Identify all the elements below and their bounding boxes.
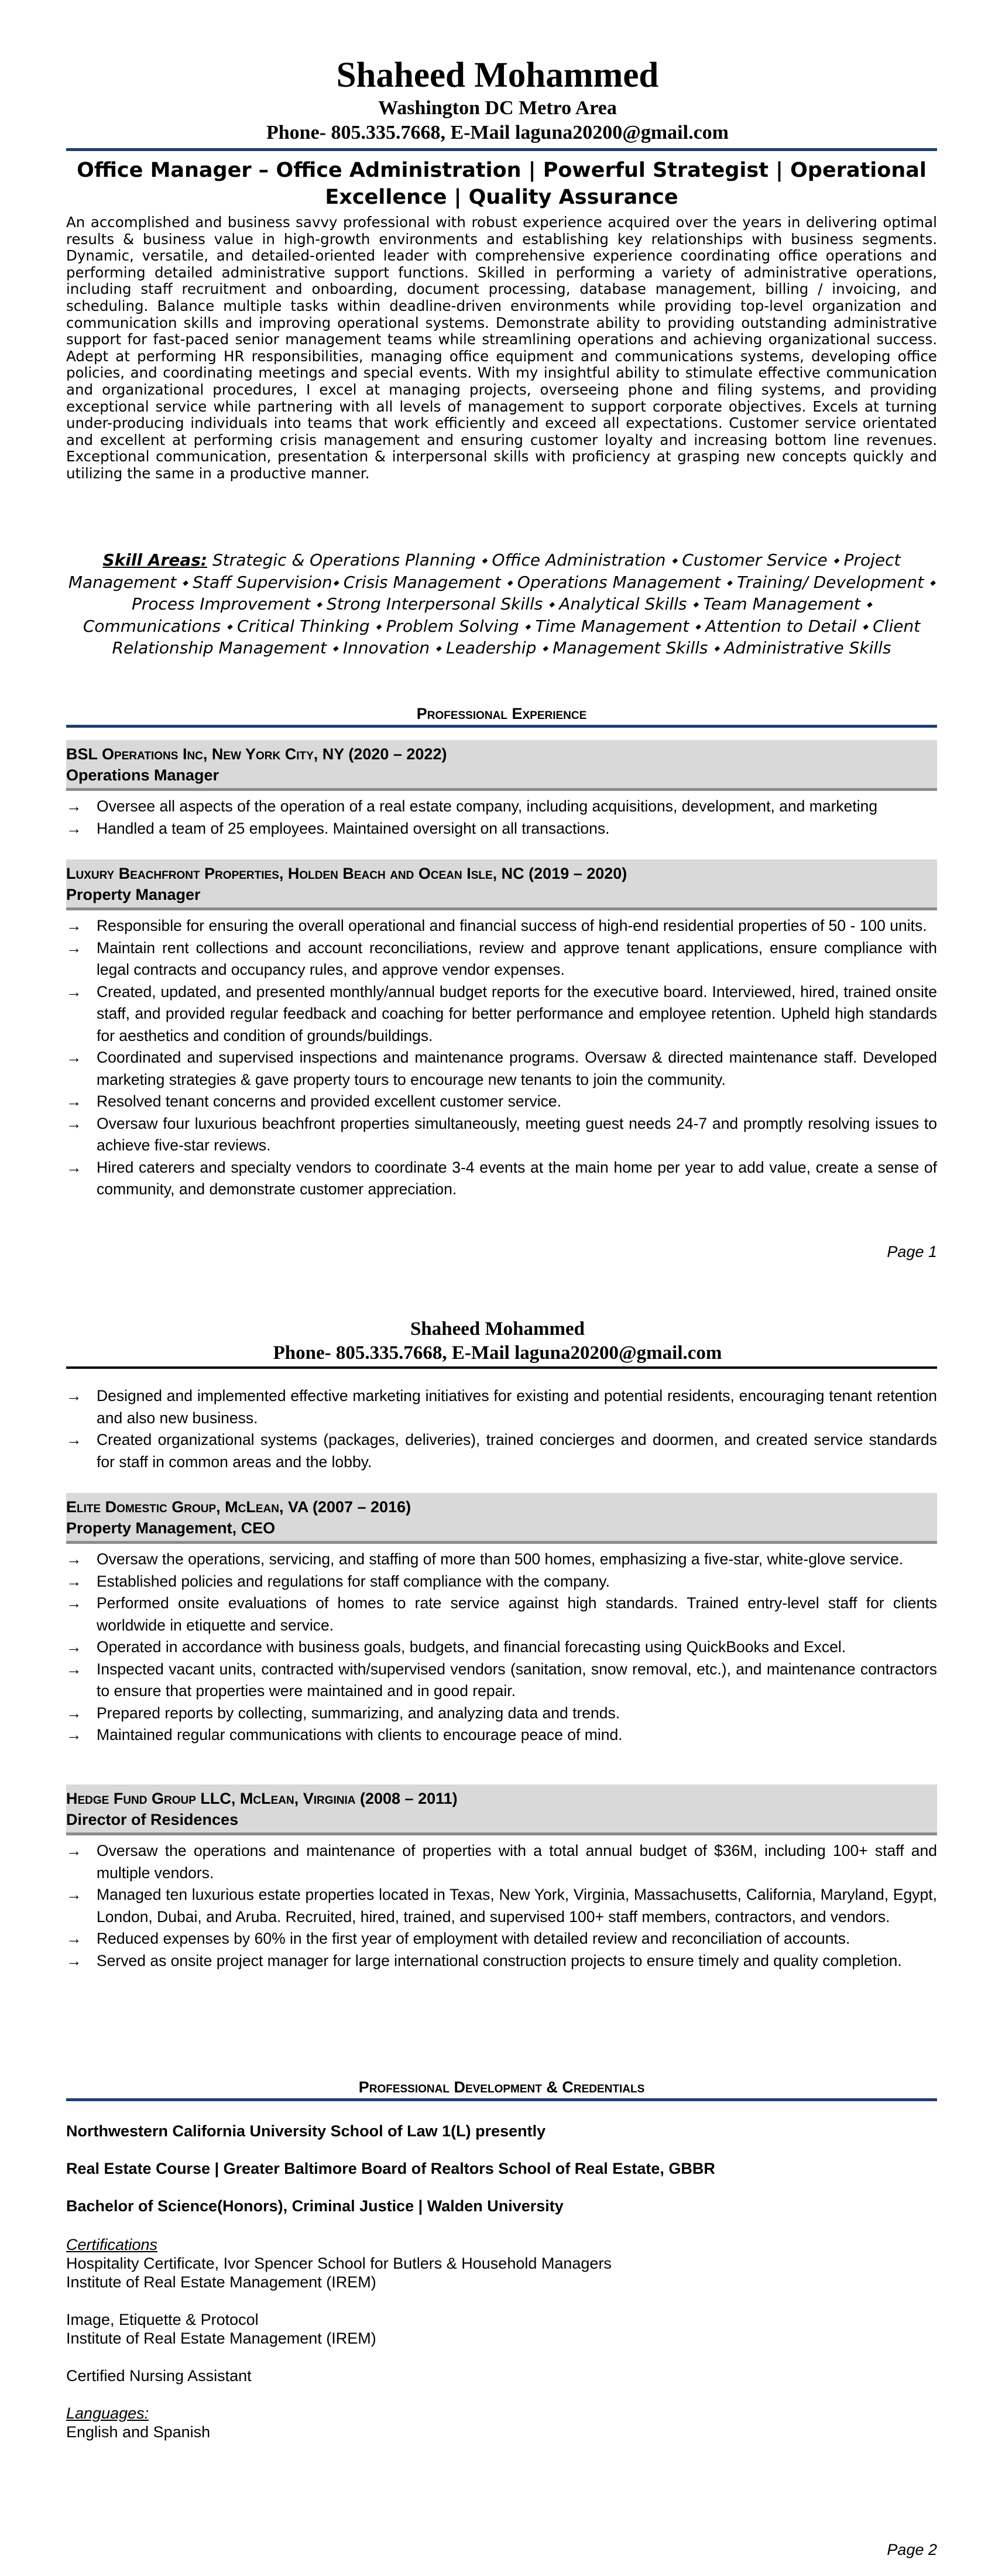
arrow-bullet-icon: → [66,1572,82,1590]
job-entry-elite-domestic [66,1493,937,1746]
job-bullet: → Created, updated, and presented monthly/annual budget reports for the executive board. Interviewed, hired, trained onsite staff, and provided regular feedback and coaching for better performance and employee retention. Upheld high standards for aesthetics and condition of grounds/buildings. [66,981,937,1047]
job-title: Property Management, CEO [66,1519,276,1537]
header-divider-page2 [66,1366,937,1369]
job-title: Operations Manager [66,766,219,784]
arrow-bullet-icon: → [66,1638,82,1656]
arrow-bullet-icon: → [66,1951,82,1969]
job-company: BSL Operations Inc, New York City, NY (2020 – 2022) [66,745,447,763]
languages-value: English and Spanish [66,2423,211,2441]
certification-item: Image, Etiquette & Protocol [66,2311,259,2328]
professional-headline: Office Manager – Office Administration | Powerful Strategist | Operational Excellence | Quality Assurance [77,159,927,209]
section-divider-development [66,2098,937,2101]
certification-item: Certified Nursing Assistant [66,2367,252,2385]
job-bullet: → Maintain rent collections and account reconciliations, review and approve tenant applications, ensure compliance with legal contracts and occupancy rules, and approve vendor expenses. [66,937,937,981]
job-bullet: → Oversee all aspects of the operation of a real estate company, including acquisitions, development, and marketing [66,796,937,818]
education-item: Real Estate Course | Greater Baltimore Board of Realtors School of Real Estate, GBBR [66,2160,715,2177]
page-number: Page 2 [887,2541,937,2558]
job-bullets [66,1549,937,1746]
job-bullet: → Operated in accordance with business goals, budgets, and financial forecasting using QuickBooks and Excel. [66,1636,937,1659]
arrow-bullet-icon: → [66,819,82,837]
job-bullet: → Inspected vacant units, contracted with/supervised vendors (sanitation, snow removal, etc.), and maintenance contractors to ensure that properties were maintained and in good repair. [66,1659,937,1703]
job-bullet: → Handled a team of 25 employees. Maintained oversight on all transactions. [66,818,937,840]
certification-issuer: Institute of Real Estate Management (IREM) [66,2330,376,2347]
job-bullet: → Established policies and regulations for staff compliance with the company. [66,1571,937,1593]
job-bullet: → Resolved tenant concerns and provided excellent customer service. [66,1091,937,1113]
candidate-location: Washington DC Metro Area [378,97,617,119]
arrow-bullet-icon: → [66,1842,82,1859]
arrow-bullet-icon: → [66,1704,82,1722]
candidate-contact-repeat: Phone- 805.335.7668, E-Mail laguna20200@gmail.com [273,1342,722,1364]
job-bullet: → Designed and implemented effective marketing initiatives for existing and potential residents, encouraging tenant retention and also new business. [66,1385,937,1429]
job-company: Elite Domestic Group, McLean, VA (2007 – 2016) [66,1498,411,1516]
job-entry-continued [66,1385,937,1473]
arrow-bullet-icon: → [66,1930,82,1947]
job-bullet: → Managed ten luxurious estate properties located in Texas, New York, Virginia, Massachusetts, California, Maryland, Egypt, London, Dubai, and Aruba. Recruited, hired, trained, and supervised 100+ staff members, contractors, and vendors. [66,1884,937,1928]
arrow-bullet-icon: → [66,1886,82,1903]
education-item: Bachelor of Science(Honors), Criminal Justice | Walden University [66,2197,564,2215]
job-header [66,740,937,791]
languages-label: Languages: [66,2404,149,2422]
job-bullet: → Reduced expenses by 60% in the first year of employment with detailed review and reconciliation of accounts. [66,1928,937,1950]
certifications-label: Certifications [66,2236,158,2253]
section-divider-experience [66,725,937,728]
arrow-bullet-icon: → [66,1431,82,1448]
job-bullet: → Oversaw four luxurious beachfront properties simultaneously, meeting guest needs 24-7 and promptly resolving issues to achieve five-star reviews. [66,1113,937,1157]
candidate-name: Shaheed Mohammed [336,56,659,95]
job-bullets [66,796,937,840]
job-company: Luxury Beachfront Properties, Holden Beach and Ocean Isle, NC (2019 – 2020) [66,865,627,882]
section-title-experience: Professional Experience [416,705,587,722]
job-company: Hedge Fund Group LLC, McLean, Virginia (2008 – 2011) [66,1790,458,1807]
job-bullet: → Responsible for ensuring the overall operational and financial success of high-end residential properties of 50 - 100 units. [66,915,937,937]
arrow-bullet-icon: → [66,1387,82,1405]
job-bullet: → Hired caterers and specialty vendors to coordinate 3-4 events at the main home per year to add value, create a sense of community, and demonstrate customer appreciation. [66,1157,937,1201]
job-bullet: → Maintained regular communications with clients to encourage peace of mind. [66,1724,937,1746]
education-item: Northwestern California University School of Law 1(L) presently [66,2122,546,2140]
candidate-contact: Phone- 805.335.7668, E-Mail laguna20200@gmail.com [266,122,729,143]
job-bullet: → Performed onsite evaluations of homes to rate service against high standards. Trained entry-level staff for clients worldwide in etiquette and service. [66,1592,937,1636]
certification-item: Hospitality Certificate, Ivor Spencer School for Butlers & Household Managers [66,2255,612,2272]
arrow-bullet-icon: → [66,1158,82,1176]
page-number: Page 1 [887,1243,937,1260]
job-bullet: → Created organizational systems (packages, deliveries), trained concierges and doormen, and created service standards for staff in common areas and the lobby. [66,1429,937,1473]
skill-areas [66,549,937,659]
arrow-bullet-icon: → [66,1092,82,1110]
arrow-bullet-icon: → [66,917,82,934]
section-title-development: Professional Development & Credentials [358,2078,645,2096]
job-bullet: → Prepared reports by collecting, summarizing, and analyzing data and trends. [66,1703,937,1725]
certification-issuer: Institute of Real Estate Management (IREM) [66,2273,376,2291]
job-header [66,1784,937,1835]
job-header [66,859,937,910]
arrow-bullet-icon: → [66,982,82,1001]
skill-areas-list: Strategic & Operations Planning ⬩ Office Administration ⬩ Customer Service ⬩ Project Management ⬩ Staff Supervision⬩ Crisis Management ⬩ Operations Management ⬩ Training/ Development ⬩ Process Improvement ⬩ Strong Interpersonal Skills ⬩ Analytical Skills ⬩ Team Management ⬩ Communications ⬩ Critical Thinking ⬩ Problem Solving ⬩ Time Management ⬩ Attention to Detail ⬩ Client Relationship Management ⬩ Innovation ⬩ Leadership ⬩ Management Skills ⬩ Administrative Skills [68,550,935,658]
arrow-bullet-icon: → [66,938,82,957]
job-bullet: → Oversaw the operations and maintenance of properties with a total annual budget of $36M, including 100+ staff and multiple vendors. [66,1840,937,1884]
job-entry-luxury-beachfront [66,859,937,1201]
job-entry-hedge-fund [66,1784,937,1972]
job-bullet: → Oversaw the operations, servicing, and staffing of more than 500 homes, emphasizing a five-star, white-glove service. [66,1549,937,1571]
job-entry-bsl [66,740,937,840]
arrow-bullet-icon: → [66,1114,82,1132]
job-title: Director of Residences [66,1811,239,1828]
arrow-bullet-icon: → [66,1726,82,1743]
professional-summary: An accomplished and business savvy professional with robust experience acquired over the years in delivering optimal results & business value in high-growth environments and establishing key relationships with business segments. Dynamic, versatile, and detailed-oriented leader with comprehensive experience coordinating office operations and performing detailed administrative support functions. Skilled in performing a variety of administrative operations, including staff recruitment and onboarding, document processing, database management, billing / invoicing, and scheduling. Balance multiple tasks within deadline-driven environments while providing top-level organization and communication skills and improving operational systems. Demonstrate ability to providing outstanding administrative support for fast-paced senior management teams while streamlining operations and achieving organizational success. Adept at performing HR responsibilities, managing office equipment and communications systems, developing office policies, and coordinating meetings and special events. With my insightful ability to stimulate effective communication and organizational procedures, I excel at managing projects, overseeing phone and filing systems, and providing exceptional service while partnering with all levels of management to support corporate objectives. Excels at turning under-producing individuals into teams that work efficiently and exceed all expectations. Customer service orientated and excellent at performing crisis management and ensuring customer loyalty and increasing bottom line revenues. Exceptional communication, presentation & interpersonal skills with proficiency at grasping new concepts quickly and utilizing the same in a productive manner. [66,214,937,482]
header-divider [66,148,937,151]
job-title: Property Manager [66,886,201,903]
job-bullet: → Served as onsite project manager for large international construction projects to ensure timely and quality completion. [66,1950,937,1972]
arrow-bullet-icon: → [66,1594,82,1612]
arrow-bullet-icon: → [66,1660,82,1678]
job-bullets [66,915,937,1201]
skill-areas-label: Skill Areas: [102,550,208,570]
arrow-bullet-icon: → [66,1049,82,1066]
arrow-bullet-icon: → [66,797,82,815]
job-header [66,1493,937,1544]
job-bullet: → Coordinated and supervised inspections and maintenance programs. Oversaw & directed maintenance staff. Developed marketing strategies & gave property tours to encourage new tenants to join the community. [66,1047,937,1091]
candidate-name-repeat: Shaheed Mohammed [410,1318,585,1340]
arrow-bullet-icon: → [66,1550,82,1568]
job-bullets [66,1385,937,1473]
job-bullets [66,1840,937,1972]
